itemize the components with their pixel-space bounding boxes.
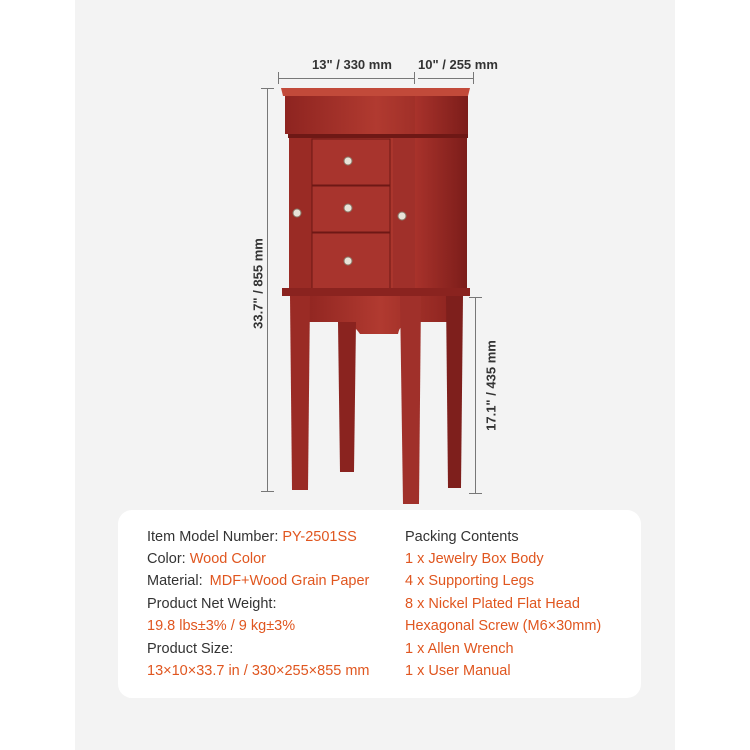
packing-item: 8 x Nickel Plated Flat Head	[405, 596, 580, 612]
drawer-2	[312, 186, 390, 232]
side-door-knob-right	[398, 212, 406, 220]
material-row	[147, 572, 369, 590]
packing-contents-title: Packing Contents	[405, 529, 519, 545]
drawer-knob-1	[344, 157, 352, 165]
width-dimension-label: 13" / 330 mm	[312, 57, 392, 72]
weight-value: 19.8 lbs±3% / 9 kg±3%	[147, 618, 296, 634]
packing-item: Hexagonal Screw (M6×30mm)	[405, 618, 602, 634]
model-number-label: Item Model Number:	[147, 529, 279, 545]
material-label: Material:	[147, 573, 203, 589]
color-row	[147, 550, 266, 568]
packing-item: 1 x User Manual	[405, 663, 511, 679]
color-value: Wood Color	[189, 551, 267, 567]
material-value: MDF+Wood Grain Paper	[209, 573, 370, 589]
packing-item: 1 x Jewelry Box Body	[405, 551, 544, 567]
drawer-1	[312, 139, 390, 185]
packing-item: 4 x Supporting Legs	[405, 573, 534, 589]
height-dimension-label: 33.7" / 855 mm	[250, 238, 266, 329]
depth-dimension-label: 10" / 255 mm	[418, 57, 498, 72]
size-value: 13×10×33.7 in / 330×255×855 mm	[147, 663, 370, 679]
color-label: Color:	[147, 551, 186, 567]
model-number-row	[147, 528, 357, 546]
packing-item: 1 x Allen Wrench	[405, 641, 514, 657]
spec-card	[118, 510, 641, 698]
cabinet-base	[282, 288, 470, 334]
side-door-knob-left	[293, 209, 301, 217]
drawer-knob-2	[344, 204, 352, 212]
cabinet-lid	[281, 88, 470, 138]
leg-height-dimension-label: 17.1" / 435 mm	[483, 340, 499, 431]
model-number-value: PY-2501SS	[282, 529, 357, 545]
drawer-knob-3	[344, 257, 352, 265]
weight-label: Product Net Weight:	[147, 596, 277, 612]
drawer-3	[312, 233, 390, 291]
size-label: Product Size:	[147, 641, 234, 657]
